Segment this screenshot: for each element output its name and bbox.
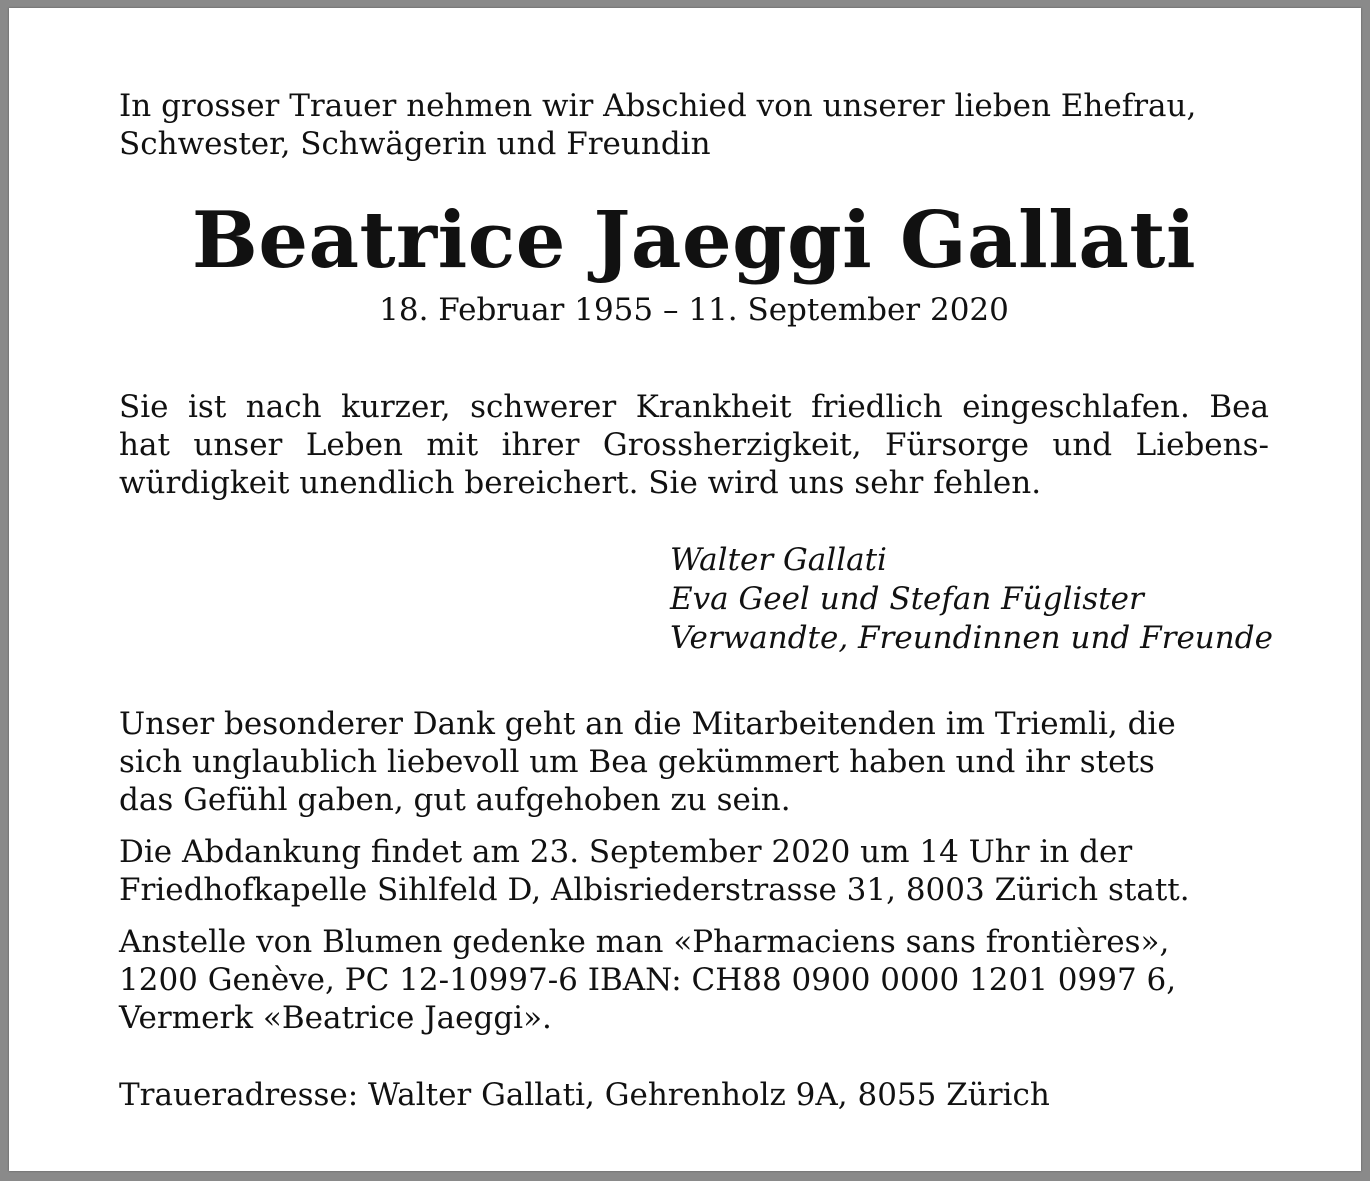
life-dates: 18. Februar 1955 – 11. September 2020 [379, 292, 1009, 328]
mourning-address: Traueradresse: Walter Gallati, Gehrenholz 9A, 8055 Zürich [119, 1077, 1050, 1113]
donation-line: 1200 Genève, PC 12-10997-6 IBAN: CH88 0900 0000 1201 0997 6, [119, 962, 1177, 998]
statement-line: Sie ist nach kurzer, schwerer Krankheit friedlich eingeschlafen. Bea [119, 389, 1269, 425]
statement-paragraph [119, 388, 1269, 502]
statement-line: hat unser Leben mit ihrer Grossherzigkeit, Fürsorge und Liebens- [119, 427, 1269, 463]
thanks-line: das Gefühl gaben, gut aufgehoben zu sein. [119, 782, 791, 818]
obituary-page [9, 8, 1361, 1171]
service-paragraph [119, 833, 1190, 909]
intro-paragraph [119, 87, 1196, 163]
intro-line: Schwester, Schwägerin und Freundin [119, 126, 711, 162]
donation-line: Vermerk «Beatrice Jaeggi». [119, 1000, 552, 1036]
service-line: Die Abdankung findet am 23. September 2020 um 14 Uhr in der [119, 834, 1133, 870]
service-line: Friedhofkapelle Sihlfeld D, Albisriederstrasse 31, 8003 Zürich statt. [119, 872, 1190, 908]
donation-line: Anstelle von Blumen gedenke man «Pharmaciens sans frontières», [119, 924, 1170, 960]
deceased-name: Beatrice Jaeggi Gallati [191, 195, 1197, 286]
signers-block [670, 541, 1273, 658]
thanks-paragraph [119, 705, 1176, 819]
signer-name: Verwandte, Freundinnen und Freunde [670, 620, 1273, 656]
thanks-line: Unser besonderer Dank geht an die Mitarbeitenden im Triemli, die [119, 706, 1176, 742]
signer-name: Eva Geel und Stefan Füglister [670, 581, 1144, 617]
statement-line: würdigkeit unendlich bereichert. Sie wird uns sehr fehlen. [119, 465, 1042, 501]
intro-line: In grosser Trauer nehmen wir Abschied von unserer lieben Ehefrau, [119, 88, 1197, 124]
signer-name: Walter Gallati [670, 542, 887, 578]
thanks-line: sich unglaublich liebevoll um Bea gekümmert haben und ihr stets [119, 744, 1155, 780]
donation-paragraph [119, 923, 1176, 1037]
